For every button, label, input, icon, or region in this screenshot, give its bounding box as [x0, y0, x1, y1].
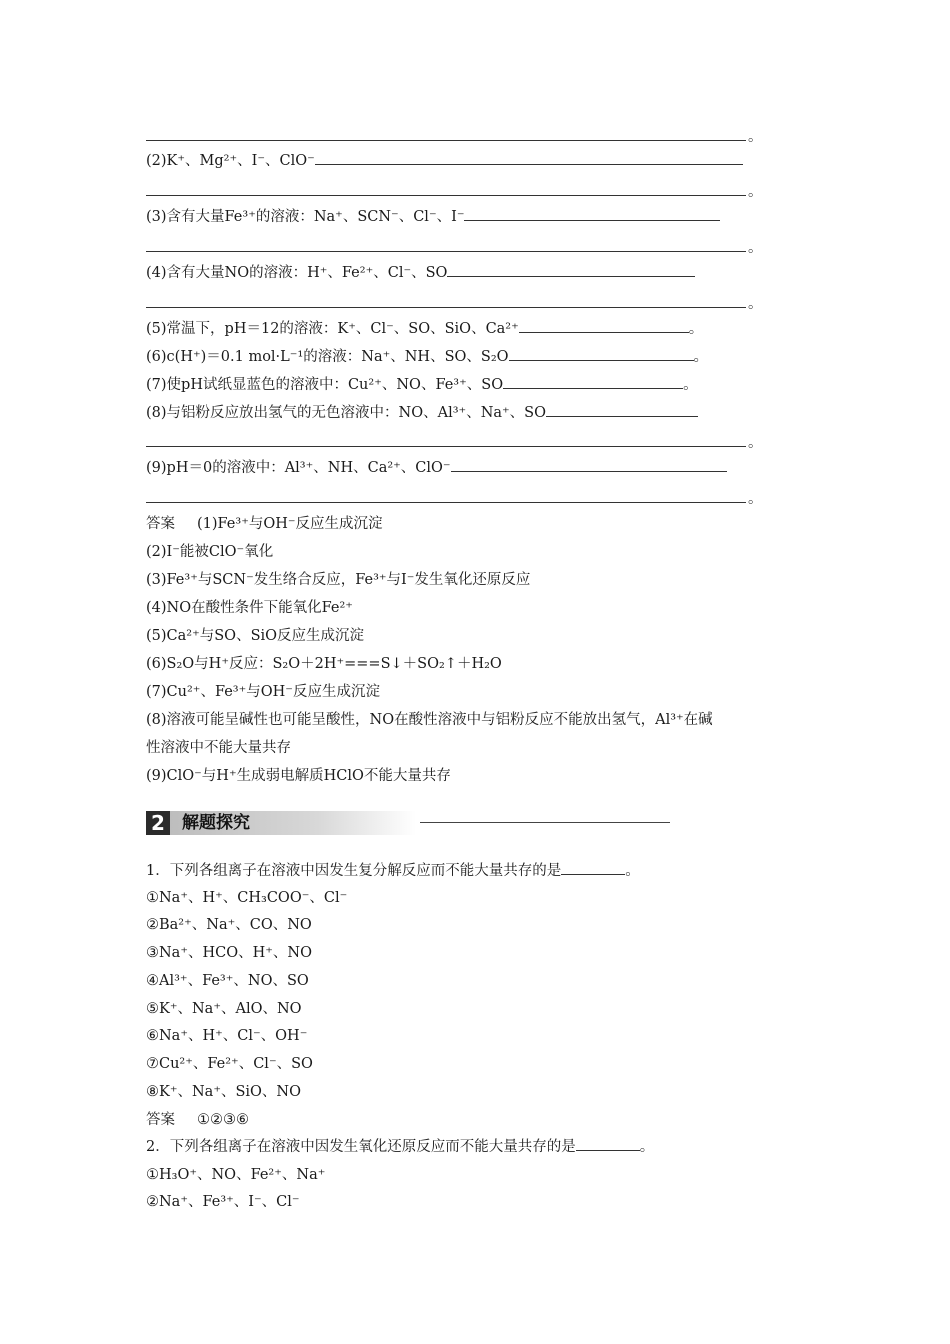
answer-line-q3[interactable] — [146, 251, 746, 252]
answer-blank-q2[interactable] — [315, 150, 743, 165]
option: ③Na⁺、HCO、H⁺、NO — [146, 945, 312, 961]
question-6 — [146, 346, 708, 368]
answer-heading: 答案 — [146, 1112, 175, 1128]
question-3-label: (3)含有大量Fe³⁺的溶液：Na⁺、SCN⁻、Cl⁻、I⁻ — [146, 209, 465, 225]
question-5-label: (5)常温下，pH＝12的溶液：K⁺、Cl⁻、SO、SiO、Ca²⁺ — [146, 321, 519, 337]
question-7-label: (7)使pH试纸显蓝色的溶液中：Cu²⁺、NO、Fe³⁺、SO — [146, 377, 504, 393]
period-mark: 。 — [748, 296, 763, 312]
answer-1 — [146, 513, 383, 535]
period-mark: 。 — [625, 863, 640, 879]
question-4-label: (4)含有大量NO的溶液：H⁺、Fe²⁺、Cl⁻、SO — [146, 265, 448, 281]
answer-blank-q5[interactable] — [519, 318, 689, 333]
answer-blank-q7[interactable] — [503, 374, 683, 389]
option: ②Ba²⁺、Na⁺、CO、NO — [146, 917, 312, 933]
period-mark: 。 — [748, 240, 763, 256]
period-mark: 。 — [748, 435, 763, 451]
option: ⑤K⁺、Na⁺、AlO、NO — [146, 1001, 302, 1017]
question-7 — [146, 374, 698, 396]
answer-line-q1[interactable] — [146, 140, 746, 141]
answer-line-q2[interactable] — [146, 195, 746, 196]
answer-7: (7)Cu²⁺、Fe³⁺与OH⁻反应生成沉淀 — [146, 684, 380, 700]
problem-1-answer — [146, 1109, 249, 1131]
question-9-label: (9)pH＝0的溶液中：Al³⁺、NH、Ca²⁺、ClO⁻ — [146, 460, 451, 476]
answer-4: (4)NO在酸性条件下能氧化Fe²⁺ — [146, 600, 353, 616]
question-2 — [146, 150, 743, 172]
period-mark: 。 — [639, 1139, 655, 1155]
question-4 — [146, 262, 695, 284]
answer-blank-q6[interactable] — [509, 346, 694, 361]
period-mark: 。 — [693, 349, 709, 365]
answer-9: (9)ClO⁻与H⁺生成弱电解质HClO不能大量共存 — [146, 768, 451, 784]
answer-3: (3)Fe³⁺与SCN⁻发生络合反应，Fe³⁺与I⁻发生氧化还原反应 — [146, 572, 531, 588]
option: ①H₃O⁺、NO、Fe²⁺、Na⁺ — [146, 1167, 326, 1183]
option: ④Al³⁺、Fe³⁺、NO、SO — [146, 973, 309, 989]
question-2-label: (2)K⁺、Mg²⁺、I⁻、ClO⁻ — [146, 153, 315, 169]
question-6-label: (6)c(H⁺)＝0.1 mol·L⁻¹的溶液：Na⁺、NH、SO、S₂O — [146, 349, 509, 365]
answer-blank-p2[interactable] — [576, 1136, 640, 1151]
question-9 — [146, 457, 727, 479]
period-mark: 。 — [748, 184, 763, 200]
answer-blank-q3[interactable] — [464, 206, 720, 221]
question-8-label: (8)与铝粉反应放出氢气的无色溶液中：NO、Al³⁺、Na⁺、SO — [146, 405, 546, 421]
answer-line-q9[interactable] — [146, 502, 746, 503]
question-5 — [146, 318, 703, 340]
answer-8-line-1: (8)溶液可能呈碱性也可能呈酸性，NO在酸性溶液中与铝粉反应不能放出氢气，Al³⁺在碱 — [146, 712, 713, 728]
answer-5: (5)Ca²⁺与SO、SiO反应生成沉淀 — [146, 628, 365, 644]
section-heading — [146, 810, 526, 836]
option: ②Na⁺、Fe³⁺、I⁻、Cl⁻ — [146, 1194, 300, 1210]
answer-2: (2)I⁻能被ClO⁻氧化 — [146, 544, 274, 560]
period-mark: 。 — [688, 321, 704, 337]
answer-line-q8[interactable] — [146, 446, 746, 447]
problem-1-answer-text: ①②③⑥ — [197, 1112, 249, 1128]
answer-blank-q4[interactable] — [447, 262, 695, 277]
section-divider — [420, 822, 670, 823]
period-mark: 。 — [748, 129, 763, 145]
answer-blank-p1[interactable] — [561, 860, 625, 875]
question-8 — [146, 402, 698, 424]
answer-blank-q9[interactable] — [451, 457, 727, 472]
answer-1-text: (1)Fe³⁺与OH⁻反应生成沉淀 — [197, 516, 383, 532]
answer-8-line-2: 性溶液中不能大量共存 — [146, 740, 291, 756]
option: ⑥Na⁺、H⁺、Cl⁻、OH⁻ — [146, 1028, 308, 1044]
question-3 — [146, 206, 720, 228]
problem-2-stem — [146, 1136, 654, 1158]
period-mark: 。 — [683, 377, 698, 393]
problem-1-stem — [146, 860, 640, 882]
problem-1-stem-text: 1．下列各组离子在溶液中因发生复分解反应而不能大量共存的是 — [146, 863, 562, 879]
option: ⑧K⁺、Na⁺、SiO、NO — [146, 1084, 302, 1100]
answer-blank-q8[interactable] — [546, 402, 698, 417]
answer-line-q4[interactable] — [146, 307, 746, 308]
option: ①Na⁺、H⁺、CH₃COO⁻、Cl⁻ — [146, 890, 348, 906]
problem-2-stem-text: 2．下列各组离子在溶液中因发生氧化还原反应而不能大量共存的是 — [146, 1139, 576, 1155]
option: ⑦Cu²⁺、Fe²⁺、Cl⁻、SO — [146, 1056, 313, 1072]
answer-6: (6)S₂O与H⁺反应：S₂O＋2H⁺===S↓＋SO₂↑＋H₂O — [146, 656, 502, 672]
answer-heading: 答案 — [146, 516, 175, 532]
section-number-badge: 2 — [146, 811, 170, 835]
period-mark: 。 — [748, 491, 763, 507]
section-title: 解题探究 — [182, 813, 250, 833]
